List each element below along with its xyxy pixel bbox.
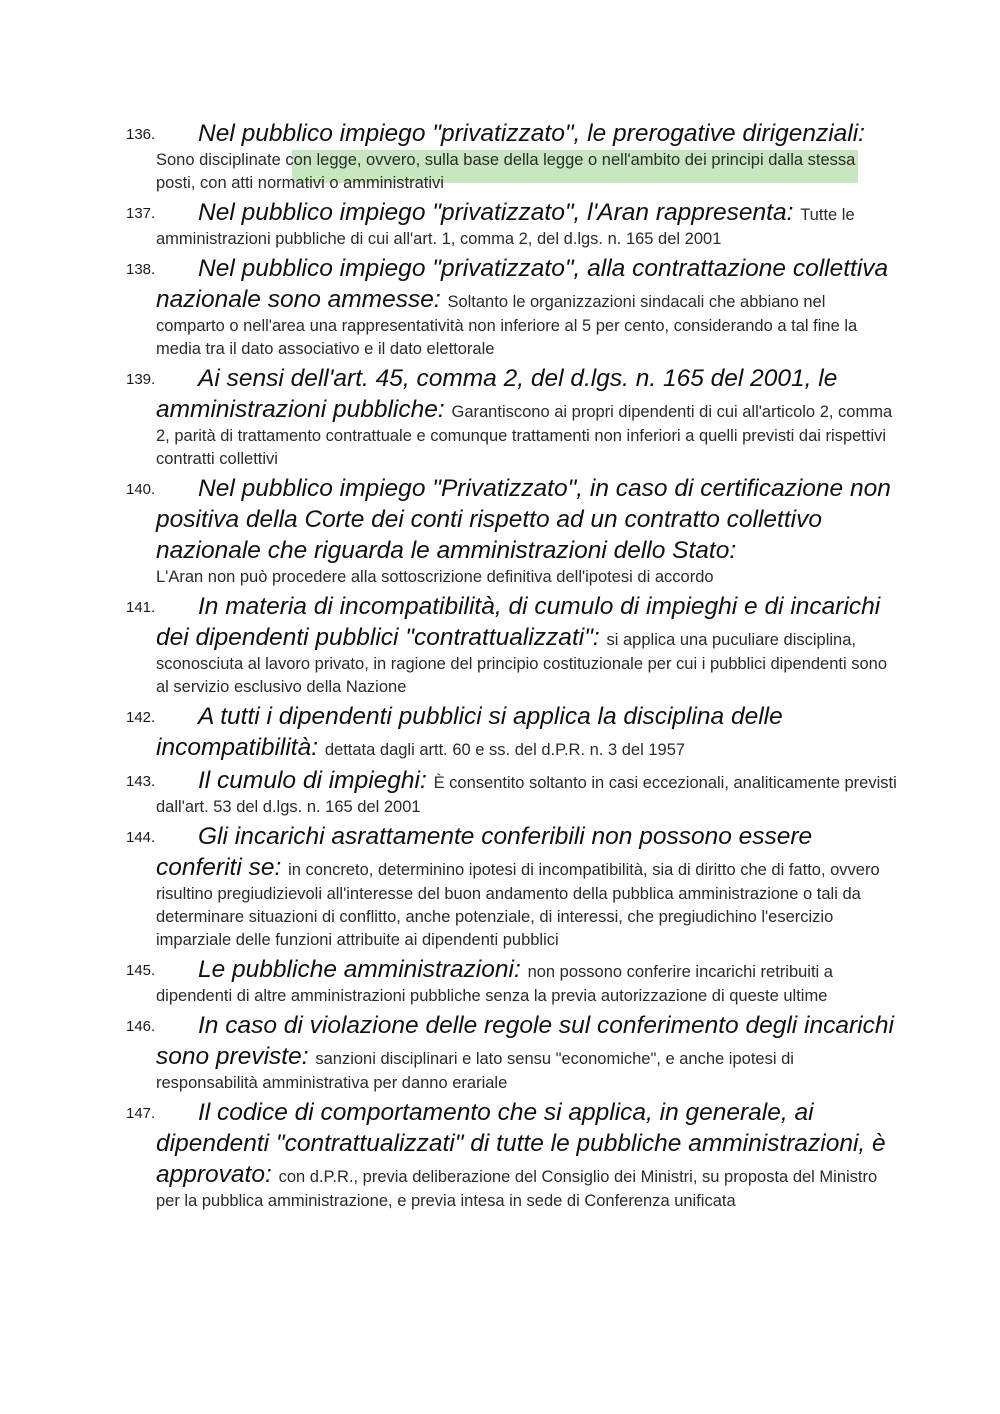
item-question: Nel pubblico impiego "privatizzato", le prerogative dirigenziali: [198, 120, 865, 147]
list-item [0, 197, 898, 251]
list-item [0, 954, 898, 1008]
item-question: Nel pubblico impiego "Privatizzato", in caso di certificazione non positiva della Corte dei conti rispetto ad un contratto collettivo nazionale che riguarda le amministrazioni dello Stato: [156, 475, 891, 564]
list-item [0, 118, 898, 195]
item-question: In caso di violazione delle regole sul conferimento degli incarichi sono previste: [156, 1012, 894, 1070]
item-question: In materia di incompatibilità, di cumulo di impieghi e di incarichi dei dipendenti pubblici "contrattualizzati": [156, 593, 881, 651]
document-page [0, 118, 1000, 1215]
item-answer: Soltanto le organizzazioni sindacali che abbiano nel comparto o nell'area una rappresentatività non inferiore al 5 per cento, considerando a tal fine la media tra il dato associativo e il dato elettorale [156, 293, 858, 358]
item-number: 144. [126, 829, 156, 846]
item-number: 146. [126, 1018, 156, 1035]
item-answer: con d.P.R., previa deliberazione del Consiglio dei Ministri, su proposta del Ministro per la pubblica amministrazione, e previa intesa in sede di Conferenza unificata [156, 1168, 878, 1210]
list-item [0, 473, 898, 589]
list-item [0, 363, 898, 471]
item-answer: si applica una puculiare disciplina, sconosciuta al lavoro privato, in ragione del principio costituzionale per cui i pubblici dipendenti sono al servizio esclusivo della Nazione [156, 631, 888, 696]
item-answer: Garantiscono ai propri dipendenti di cui all'articolo 2, comma 2, parità di trattamento contrattuale e comunque trattamenti non inferiori a quelli previsti dai rispettivi contratti collettivi [156, 403, 893, 468]
item-answer: non possono conferire incarichi retribuiti a dipendenti di altre amministrazioni pubbliche senza la previa autorizzazione di queste ultime [156, 963, 833, 1005]
item-question: Ai sensi dell'art. 45, comma 2, del d.lgs. n. 165 del 2001, le amministrazioni pubbliche: [156, 365, 838, 423]
item-answer: Tutte le amministrazioni pubbliche di cui all'art. 1, comma 2, del d.lgs. n. 165 del 2001 [156, 206, 855, 248]
item-number: 139. [126, 371, 156, 388]
item-number: 136. [126, 126, 156, 143]
item-answer: sanzioni disciplinari e lato sensu "economiche", e anche ipotesi di responsabilità amministrativa per danno erariale [156, 1050, 794, 1092]
item-question: Nel pubblico impiego "privatizzato", alla contrattazione collettiva nazionale sono ammesse: [156, 255, 889, 313]
item-number: 143. [126, 773, 156, 790]
list-item [0, 701, 898, 763]
item-question: A tutti i dipendenti pubblici si applica la disciplina delle incompatibilità: [156, 703, 783, 761]
item-answer: L'Aran non può procedere alla sottoscrizione definitiva dell'ipotesi di accordo [156, 568, 714, 586]
item-answer: dettata dagli artt. 60 e ss. del d.P.R. n. 3 del 1957 [324, 741, 686, 759]
list-item [0, 821, 898, 952]
item-answer: È consentito soltanto in casi eccezionali, analiticamente previsti dall'art. 53 del d.lgs. n. 165 del 2001 [156, 774, 897, 816]
list-item [0, 591, 898, 699]
item-question: Gli incarichi asrattamente conferibili non possono essere conferiti se: [156, 823, 813, 881]
item-question: Le pubbliche amministrazioni: [198, 956, 528, 983]
list-item [0, 1010, 898, 1095]
list-item [0, 765, 898, 819]
item-number: 145. [126, 962, 156, 979]
item-question: Il codice di comportamento che si applica, in generale, ai dipendenti "contrattualizzati" di tutte le pubbliche amministrazioni, è approvato: [156, 1099, 886, 1188]
item-number: 137. [126, 205, 156, 222]
item-question: Il cumulo di impieghi: [198, 767, 434, 794]
item-number: 147. [126, 1105, 156, 1122]
item-answer: Sono disciplinate con legge, ovvero, sulla base della legge o nell'ambito dei principi dalla stessa posti, con atti normativi o amministrativi [156, 151, 856, 192]
list-item [0, 1097, 898, 1213]
item-question: Nel pubblico impiego "privatizzato", l'Aran rappresenta: [198, 199, 801, 226]
item-number: 141. [126, 599, 156, 616]
item-answer: in concreto, determinino ipotesi di incompatibilità, sia di diritto che di fatto, ovvero risultino pregiudizievoli all'interesse del buon andamento della pubblica amministrazione o tali da determinare situazioni di conflitto, anche potenziale, di interessi, che pregiudichino l'esercizio imparziale delle funzioni attribuite ai dipendenti pubblici [156, 861, 880, 949]
item-number: 138. [126, 261, 156, 278]
list-item [0, 253, 898, 361]
item-number: 142. [126, 709, 156, 726]
item-number: 140. [126, 481, 156, 498]
